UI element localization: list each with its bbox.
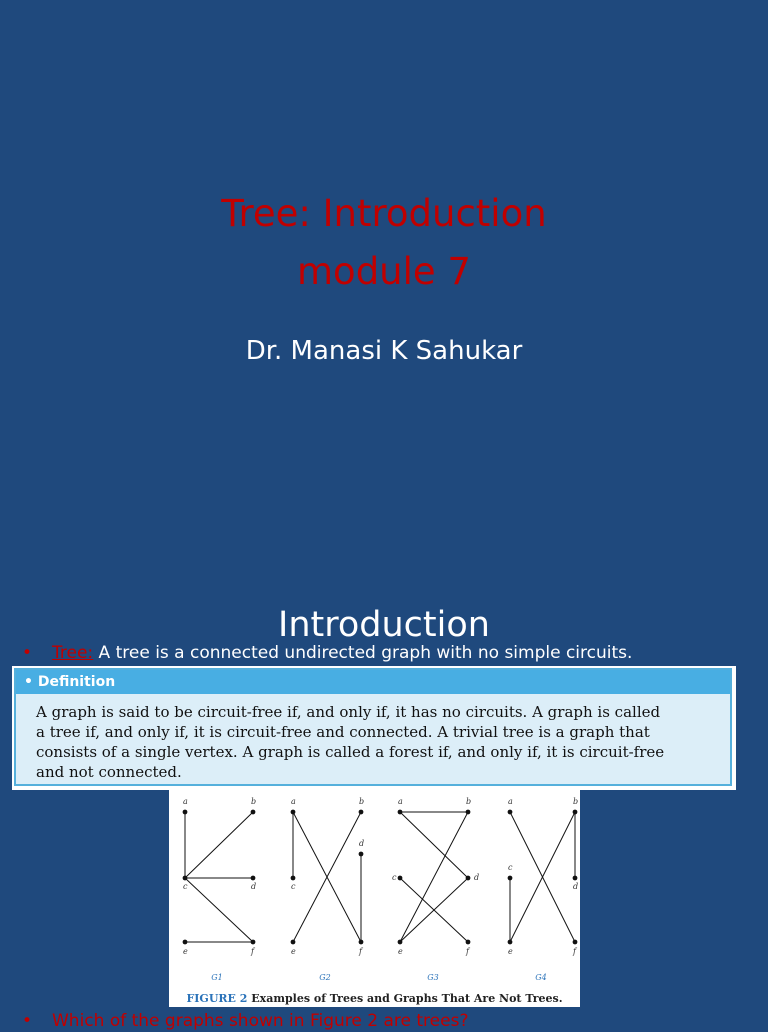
graph-vertex — [183, 876, 188, 881]
vertex-label: c — [392, 873, 397, 882]
graph-g4 — [508, 797, 579, 982]
vertex-label: a — [508, 797, 513, 806]
figure-graphs — [169, 790, 580, 1007]
graph-vertex — [573, 940, 578, 945]
vertex-label: c — [291, 882, 296, 891]
graph-vertex — [508, 810, 513, 815]
graph-vertex — [251, 940, 256, 945]
graph-vertex — [291, 810, 296, 815]
graph-edge — [185, 878, 253, 942]
vertex-label: e — [183, 947, 188, 956]
author-name: Dr. Manasi K Sahukar — [245, 336, 523, 366]
graph-g3 — [392, 797, 479, 982]
graph-vertex — [466, 940, 471, 945]
bullet-term: Tree: — [52, 643, 94, 663]
vertex-label: f — [573, 947, 576, 956]
slide-title-line-1: Tree: Introduction — [221, 192, 547, 235]
definition-body — [36, 702, 720, 782]
vertex-label: b — [573, 797, 579, 806]
introduction-slide — [0, 576, 768, 1031]
graph-edge — [185, 812, 253, 878]
bullet-tree-definition — [22, 642, 762, 664]
graph-vertex — [359, 852, 364, 857]
vertex-label: b — [359, 797, 365, 806]
vertex-label: e — [398, 947, 403, 956]
vertex-label: f — [359, 947, 362, 956]
graph-name-label: G3 — [427, 973, 439, 982]
graph-vertex — [573, 810, 578, 815]
vertex-label: a — [183, 797, 188, 806]
vertex-label: d — [359, 839, 365, 848]
vertex-label: f — [251, 947, 254, 956]
graph-vertex — [398, 810, 403, 815]
vertex-label: a — [398, 797, 403, 806]
bullet-text: A tree is a connected undirected graph with no simple circuits. — [93, 643, 633, 663]
graph-vertex — [508, 876, 513, 881]
graph-vertex — [573, 876, 578, 881]
vertex-label: c — [183, 882, 188, 891]
graph-name-label: G2 — [319, 973, 331, 982]
figure-caption-text: Examples of Trees and Graphs That Are Not Trees. — [251, 992, 563, 1005]
vertex-label: a — [291, 797, 296, 806]
graph-vertex — [183, 940, 188, 945]
graph-vertex — [508, 940, 513, 945]
definition-bullet-icon: • — [24, 674, 38, 690]
graph-vertex — [466, 876, 471, 881]
vertex-label: b — [251, 797, 257, 806]
definition-header — [16, 670, 730, 694]
graph-g2 — [291, 797, 365, 982]
graph-name-label: G1 — [211, 973, 223, 982]
definition-box — [12, 666, 736, 790]
graph-vertex — [398, 876, 403, 881]
definition-line: consists of a single vertex. A graph is called a forest if, and only if, it is circuit-free — [36, 743, 665, 761]
vertex-label: e — [508, 947, 513, 956]
graph-vertex — [251, 810, 256, 815]
vertex-label: c — [508, 863, 513, 872]
graph-vertex — [183, 810, 188, 815]
graph-vertex — [251, 876, 256, 881]
graph-vertex — [359, 810, 364, 815]
slide-title-line-2: module 7 — [297, 250, 471, 293]
graph-name-label: G4 — [535, 973, 547, 982]
definition-line: A graph is said to be circuit-free if, and only if, it has no circuits. A graph is called — [36, 703, 661, 721]
graph-edge — [400, 812, 468, 878]
graph-g1 — [183, 797, 257, 982]
vertex-label: b — [466, 797, 472, 806]
bullet-marker: • — [22, 643, 33, 663]
figure-number: FIGURE 2 — [186, 992, 248, 1005]
graph-diagrams — [169, 790, 580, 990]
bullet-text: Which of the graphs shown in Figure 2 are trees? — [52, 1011, 469, 1031]
definition-panel — [14, 668, 732, 786]
bullet-question — [22, 1010, 762, 1032]
graph-vertex — [466, 810, 471, 815]
graph-vertex — [291, 876, 296, 881]
definition-line: and not connected. — [36, 763, 182, 781]
vertex-label: d — [474, 873, 480, 882]
graph-vertex — [398, 940, 403, 945]
vertex-label: d — [573, 882, 579, 891]
bullet-marker: • — [22, 1011, 33, 1031]
figure-caption — [169, 992, 580, 1005]
vertex-label: f — [466, 947, 469, 956]
vertex-label: e — [291, 947, 296, 956]
graph-edge — [400, 812, 468, 942]
graph-vertex — [291, 940, 296, 945]
graph-vertex — [359, 940, 364, 945]
definition-line: a tree if, and only if, it is circuit-free and connected. A trivial tree is a graph that — [36, 723, 650, 741]
vertex-label: d — [251, 882, 257, 891]
slide-heading: Introduction — [278, 605, 490, 645]
definition-header-label: Definition — [37, 674, 116, 690]
